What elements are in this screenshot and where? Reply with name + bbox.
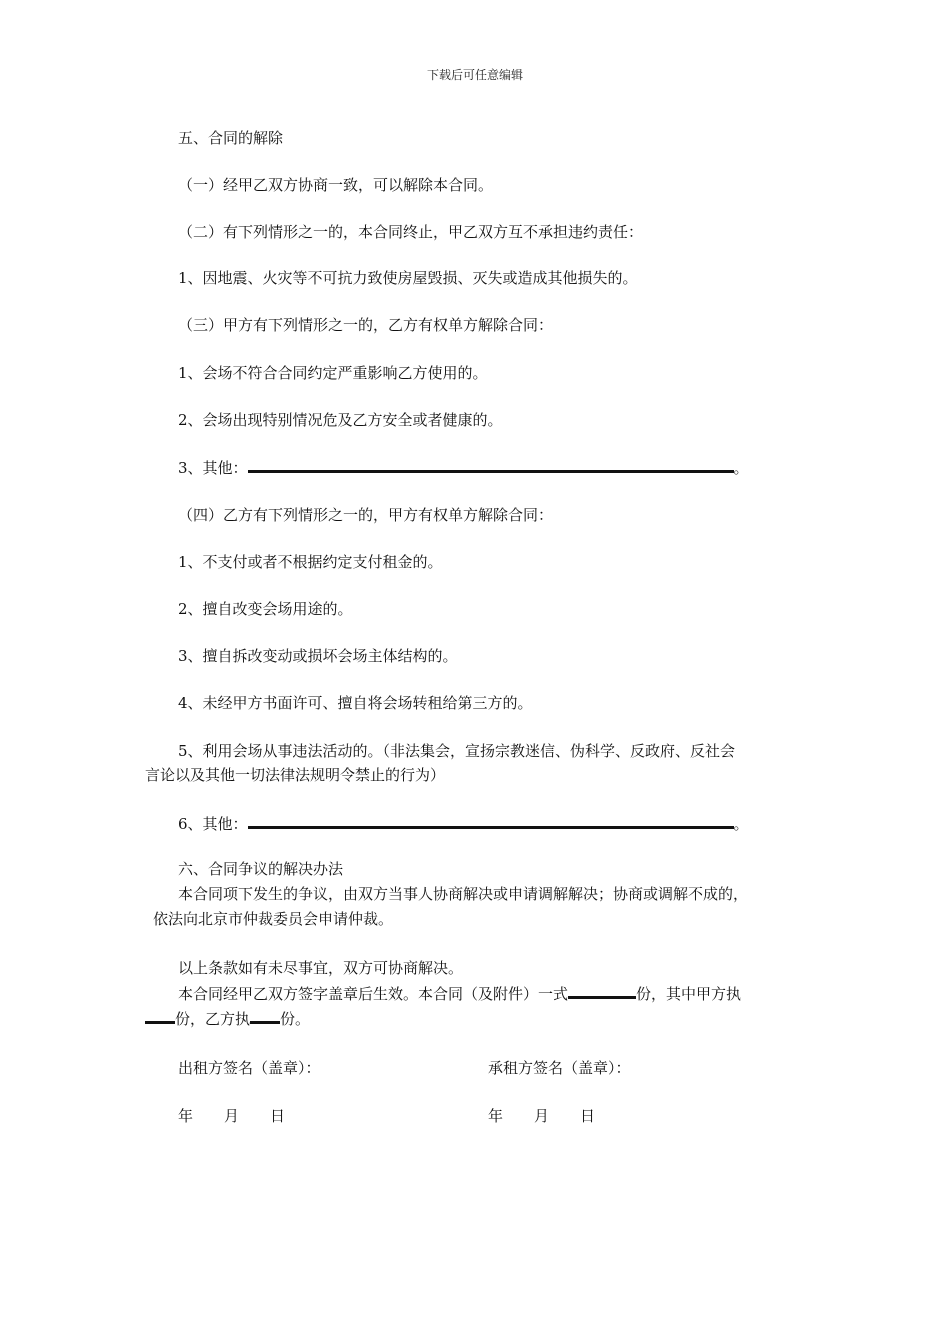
lessee-date-year: 年 <box>488 1107 504 1125</box>
effect-line1 <box>178 983 741 1004</box>
clause-5-3-item3-end: 。 <box>733 459 749 477</box>
clause-5-4-item4: 4、未经甲方书面许可、擅自将会场转租给第三方的。 <box>178 694 533 712</box>
clause-5-2: （二）有下列情形之一的，本合同终止，甲乙双方互不承担违约责任： <box>178 223 644 241</box>
clause-5-3-item2: 2、会场出现特别情况危及乙方安全或者健康的。 <box>178 411 503 429</box>
page-header: 下载后可任意编辑 <box>426 68 523 82</box>
lessor-date <box>178 1106 285 1126</box>
clause-5-1: （一）经甲乙双方协商一致，可以解除本合同。 <box>178 176 494 194</box>
lessee-date <box>488 1106 595 1126</box>
lessor-date-month: 月 <box>224 1107 240 1125</box>
fill-blank-other-1[interactable] <box>248 457 734 473</box>
effect-text-a: 本合同经甲乙双方签字盖章后生效。本合同（及附件）一式 <box>178 985 569 1003</box>
clause-5-3-item1: 1、会场不符合合同约定严重影响乙方使用的。 <box>178 364 488 382</box>
fill-blank-copies-party-b[interactable] <box>250 1008 280 1024</box>
clause-5-3-item3 <box>178 457 749 478</box>
lessee-date-month: 月 <box>534 1107 550 1125</box>
clause-5-3: （三）甲方有下列情形之一的，乙方有权单方解除合同： <box>178 316 554 334</box>
clause-5-4-item6-end: 。 <box>733 815 749 833</box>
clause-5-4-item6 <box>178 813 749 834</box>
lessor-date-year: 年 <box>178 1107 194 1125</box>
effect-line2 <box>145 1008 310 1029</box>
lessee-signature-label: 承租方签名（盖章）： <box>488 1059 631 1077</box>
dispute-body-line2: 依法向北京市仲裁委员会申请仲裁。 <box>153 910 394 928</box>
clause-5-4-item3: 3、擅自拆改变动或损坏会场主体结构的。 <box>178 647 458 665</box>
clause-5-4-item1: 1、不支付或者不根据约定支付租金的。 <box>178 553 443 571</box>
lessee-date-day: 日 <box>580 1107 596 1125</box>
fill-blank-copies-total[interactable] <box>568 983 636 999</box>
clause-5-4-item5-line1: 5、利用会场从事违法活动的。（非法集会，宣扬宗教迷信、伪科学、反政府、反社会 <box>178 742 736 760</box>
effect-text-b: 份，其中甲方执 <box>636 985 742 1003</box>
clause-5-4-item5-line2: 言论以及其他一切法律法规明令禁止的行为） <box>145 766 446 784</box>
effect-text-d: 份。 <box>280 1010 311 1028</box>
lessor-signature-label: 出租方签名（盖章）： <box>178 1059 321 1077</box>
lessor-date-day: 日 <box>270 1107 286 1125</box>
fill-blank-copies-party-a[interactable] <box>145 1008 175 1024</box>
effect-text-c: 份，乙方执 <box>175 1010 251 1028</box>
clause-5-2-item1: 1、因地震、火灾等不可抗力致使房屋毁损、灭失或造成其他损失的。 <box>178 269 638 287</box>
section5-title: 五、合同的解除 <box>178 129 284 147</box>
clause-5-4-item6-label: 6、其他： <box>178 815 248 833</box>
dispute-body-line1: 本合同项下发生的争议，由双方当事人协商解决或申请调解解决；协商或调解不成的， <box>178 885 749 903</box>
clause-5-3-item3-label: 3、其他： <box>178 459 248 477</box>
clause-5-4-item2: 2、擅自改变会场用途的。 <box>178 600 353 618</box>
clause-5-4: （四）乙方有下列情形之一的，甲方有权单方解除合同： <box>178 506 554 524</box>
supplementary-note: 以上条款如有未尽事宜，双方可协商解决。 <box>178 959 464 977</box>
fill-blank-other-2[interactable] <box>248 813 734 829</box>
section6-title: 六、合同争议的解决办法 <box>178 860 344 878</box>
